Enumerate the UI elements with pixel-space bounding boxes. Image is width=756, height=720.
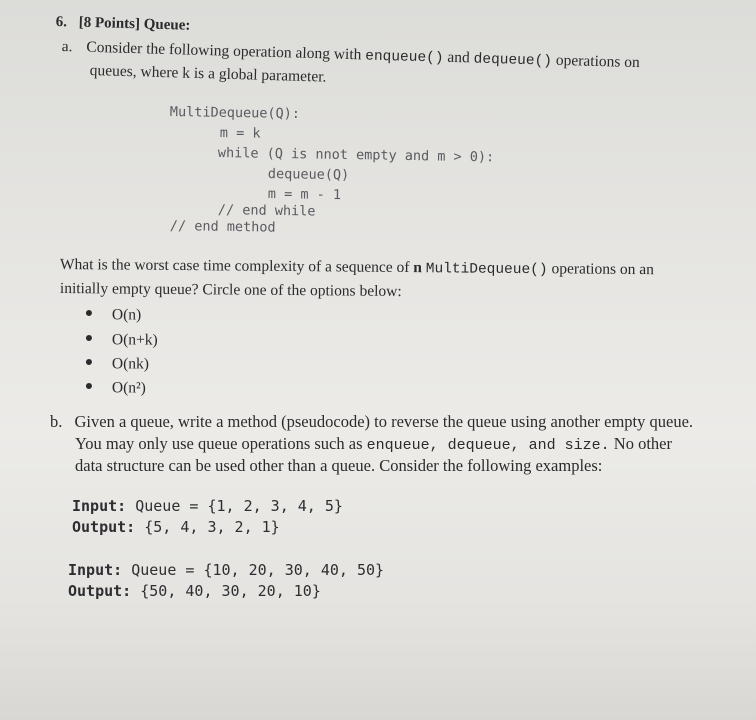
option-label: O(n²) (111, 379, 146, 397)
part-a-intro-line2: queues, where k is a global parameter. (89, 62, 327, 86)
question-number: 6. (55, 14, 68, 31)
bullet-icon (86, 335, 92, 341)
input-label: Input: (68, 561, 123, 579)
complexity-question-line1: What is the worst case time complexity of a sequence of n MultiDequeue() operations on an (59, 256, 655, 279)
code-line-5: m = m - 1 (267, 186, 342, 204)
part-a-label: a. (61, 38, 73, 56)
bullet-icon (86, 383, 92, 389)
output-label: Output: (72, 518, 136, 536)
output-value: {50, 40, 30, 20, 10} (140, 582, 321, 600)
code-line-3: while (Q is nnot empty and m > 0): (217, 145, 495, 166)
enqueue-op: enqueue() (364, 48, 444, 67)
bullet-icon (86, 359, 92, 365)
option-label: O(n) (111, 306, 142, 324)
code-line-6: // end while (217, 202, 316, 220)
example-2-output (68, 582, 321, 600)
option-item[interactable] (86, 306, 141, 324)
part-a-intro-line1: a. Consider the following operation along with enqueue() and dequeue() operations on (61, 38, 641, 72)
complexity-question-line2: initially empty queue? Circle one of the options below: (59, 280, 402, 300)
example-1-input (72, 497, 343, 515)
code-line-2: m = k (219, 125, 261, 142)
part-b-line2: You may only use queue operations such as enqueue, dequeue, and size. No other (75, 434, 672, 454)
input-value: Queue = {1, 2, 3, 4, 5} (135, 497, 343, 515)
question-header (56, 14, 191, 35)
part-b-line1: b. Given a queue, write a method (pseudocode) to reverse the queue using another empty queue. (50, 412, 694, 431)
option-item[interactable] (86, 331, 158, 350)
question-title: [8 Points] Queue: (78, 14, 191, 34)
bullet-icon (86, 310, 92, 316)
code-line-7: // end method (169, 218, 276, 236)
input-label: Input: (72, 497, 127, 515)
option-item[interactable] (86, 355, 149, 374)
queue-ops: enqueue, dequeue, and size. (366, 437, 610, 454)
example-1-output (72, 518, 280, 536)
code-line-1: MultiDequeue(Q): (169, 104, 301, 123)
input-value: Queue = {10, 20, 30, 40, 50} (131, 561, 385, 579)
dequeue-op: dequeue() (473, 51, 553, 70)
option-label: O(n+k) (111, 331, 158, 349)
option-label: O(nk) (111, 355, 150, 373)
part-b-line3: data structure can be used other than a queue. Consider the following examples: (75, 456, 603, 475)
multidequeue-fn: MultiDequeue() (425, 261, 548, 279)
code-line-4: dequeue(Q) (267, 166, 350, 184)
option-item[interactable] (86, 379, 146, 398)
output-label: Output: (68, 582, 132, 600)
output-value: {5, 4, 3, 2, 1} (144, 518, 280, 536)
part-b-label: b. (50, 412, 63, 431)
example-2-input (68, 561, 384, 579)
